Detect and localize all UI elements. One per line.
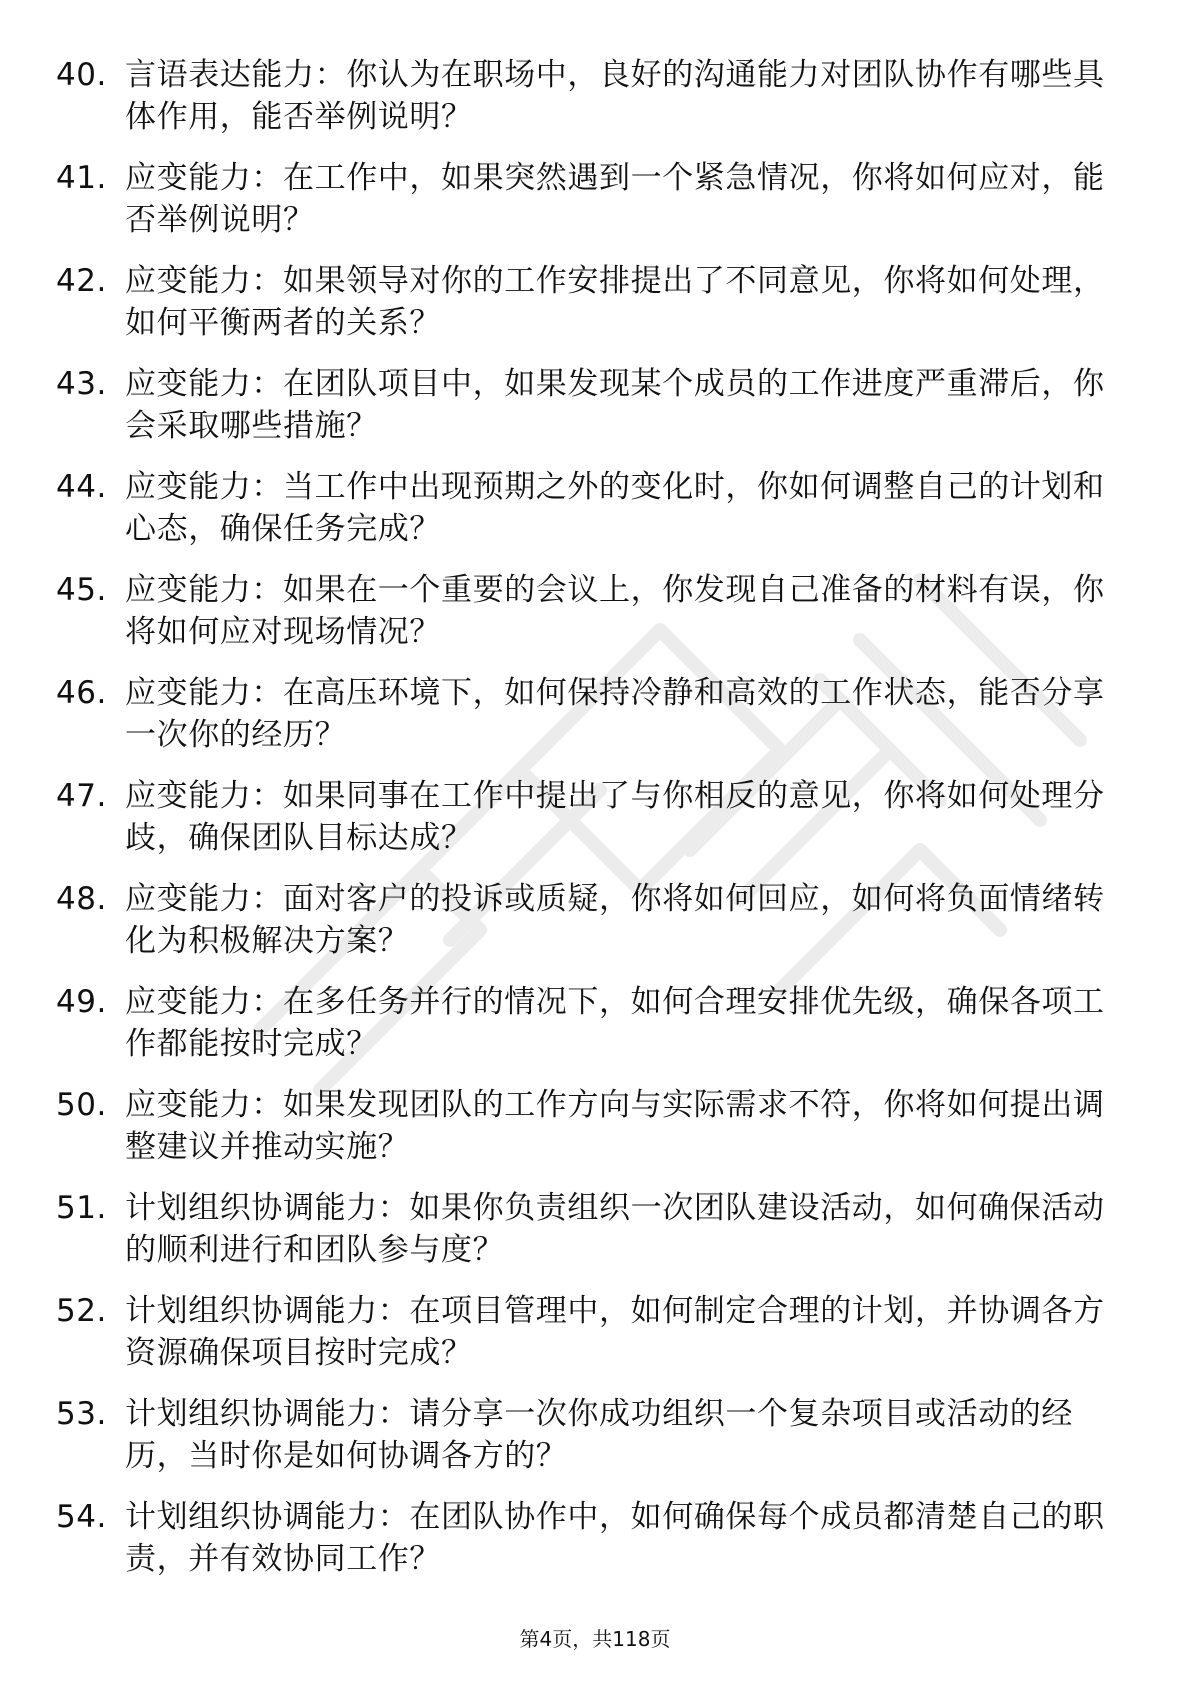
question-text: 应变能力：面对客户的投诉或质疑，你将如何回应，如何将负面情绪转化为积极解决方案？ (125, 881, 1105, 959)
page-footer (0, 1626, 1190, 1652)
list-item (0, 260, 1190, 363)
question-number: 53. (56, 1396, 107, 1432)
question-number: 43. (56, 366, 107, 402)
list-item (0, 466, 1190, 569)
question-number: 48. (56, 881, 107, 917)
page-number-label: 第4页，共118页 (519, 1627, 671, 1651)
question-text: 言语表达能力：你认为在职场中，良好的沟通能力对团队协作有哪些具体作用，能否举例说明？ (125, 57, 1105, 135)
question-text: 应变能力：在团队项目中，如果发现某个成员的工作进度严重滞后，你会采取哪些措施？ (125, 366, 1105, 444)
question-text: 应变能力：如果领导对你的工作安排提出了不同意见，你将如何处理，如何平衡两者的关系？ (125, 263, 1105, 341)
list-item (0, 363, 1190, 466)
list-item (0, 54, 1190, 157)
question-text: 应变能力：在高压环境下，如何保持冷静和高效的工作状态，能否分享一次你的经历？ (125, 675, 1105, 753)
question-text: 计划组织协调能力：在项目管理中，如何制定合理的计划，并协调各方资源确保项目按时完成？ (125, 1293, 1105, 1371)
question-number: 47. (56, 778, 107, 814)
question-number: 45. (56, 572, 107, 608)
question-text: 应变能力：在多任务并行的情况下，如何合理安排优先级，确保各项工作都能按时完成？ (125, 984, 1105, 1062)
question-text: 应变能力：在工作中，如果突然遇到一个紧急情况，你将如何应对，能否举例说明？ (125, 160, 1105, 238)
question-number: 50. (56, 1087, 107, 1123)
question-number: 44. (56, 469, 107, 505)
list-item (0, 569, 1190, 672)
list-item (0, 1496, 1190, 1599)
question-text: 应变能力：当工作中出现预期之外的变化时，你如何调整自己的计划和心态，确保任务完成？ (125, 469, 1105, 547)
question-list (0, 54, 1190, 1599)
question-number: 54. (56, 1499, 107, 1535)
question-number: 41. (56, 160, 107, 196)
question-number: 46. (56, 675, 107, 711)
question-text: 应变能力：如果发现团队的工作方向与实际需求不符，你将如何提出调整建议并推动实施？ (125, 1087, 1105, 1165)
question-number: 40. (56, 57, 107, 93)
question-number: 49. (56, 984, 107, 1020)
question-number: 42. (56, 263, 107, 299)
question-number: 51. (56, 1190, 107, 1226)
question-text: 计划组织协调能力：如果你负责组织一次团队建设活动，如何确保活动的顺利进行和团队参与度？ (125, 1190, 1105, 1268)
question-text: 应变能力：如果同事在工作中提出了与你相反的意见，你将如何处理分歧，确保团队目标达成？ (125, 778, 1105, 856)
list-item (0, 878, 1190, 981)
list-item (0, 1290, 1190, 1393)
list-item (0, 1393, 1190, 1496)
list-item (0, 1187, 1190, 1290)
list-item (0, 1084, 1190, 1187)
question-text: 计划组织协调能力：在团队协作中，如何确保每个成员都清楚自己的职责，并有效协同工作？ (125, 1499, 1105, 1577)
list-item (0, 981, 1190, 1084)
list-item (0, 157, 1190, 260)
question-text: 计划组织协调能力：请分享一次你成功组织一个复杂项目或活动的经历，当时你是如何协调各方的？ (125, 1396, 1073, 1474)
list-item (0, 672, 1190, 775)
question-text: 应变能力：如果在一个重要的会议上，你发现自己准备的材料有误，你将如何应对现场情况？ (125, 572, 1105, 650)
list-item (0, 775, 1190, 878)
question-number: 52. (56, 1293, 107, 1329)
